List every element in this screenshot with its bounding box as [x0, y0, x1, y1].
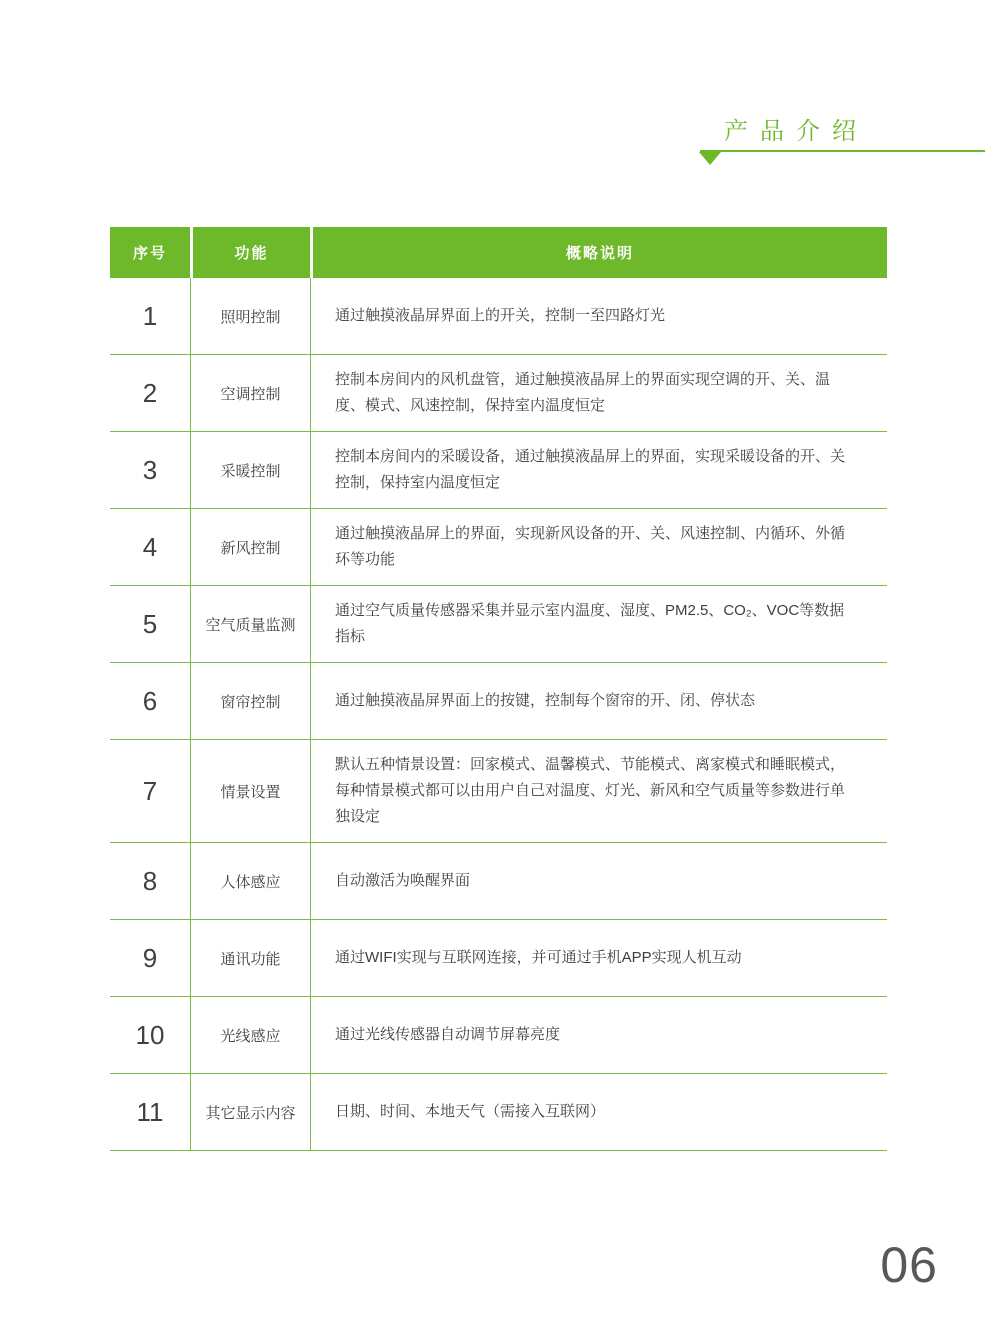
table-row	[110, 355, 887, 432]
row-number: 11	[136, 1096, 164, 1127]
table-row	[110, 920, 887, 997]
function-description: 通过触摸液晶屏界面上的按键，控制每个窗帘的开、闭、停状态	[310, 663, 887, 739]
function-name: 通讯功能	[190, 920, 310, 996]
page-title: 产品介绍	[724, 118, 868, 145]
table-row	[110, 1074, 887, 1151]
function-name: 情景设置	[190, 740, 310, 842]
row-number: 10	[135, 1019, 165, 1050]
function-description: 通过触摸液晶屏上的界面，实现新风设备的开、关、风速控制、内循环、外循环等功能	[310, 509, 887, 585]
function-description: 通过触摸液晶屏界面上的开关，控制一至四路灯光	[310, 278, 887, 354]
table-row	[110, 586, 887, 663]
col-header-no: 序号	[132, 245, 167, 262]
row-number: 8	[142, 865, 158, 896]
function-description: 日期、时间、本地天气（需接入互联网）	[310, 1074, 887, 1150]
function-description: 控制本房间内的采暖设备，通过触摸液晶屏上的界面，实现采暖设备的开、关控制，保持室内温度恒定	[310, 432, 887, 508]
table-row	[110, 509, 887, 586]
function-description: 自动激活为唤醒界面	[310, 843, 887, 919]
col-header-function: 功能	[190, 227, 310, 278]
table-row	[110, 843, 887, 920]
function-description: 控制本房间内的风机盘管，通过触摸液晶屏上的界面实现空调的开、关、温度、模式、风速控制，保持室内温度恒定	[310, 355, 887, 431]
row-number: 1	[142, 300, 158, 331]
function-name: 光线感应	[190, 997, 310, 1073]
function-description: 通过光线传感器自动调节屏幕亮度	[310, 997, 887, 1073]
function-name: 其它显示内容	[190, 1074, 310, 1150]
function-description: 通过WIFI实现与互联网连接，并可通过手机APP实现人机互动	[310, 920, 887, 996]
col-header-description: 概略说明	[310, 227, 887, 278]
function-name: 空调控制	[190, 355, 310, 431]
row-number: 4	[142, 531, 158, 562]
function-description: 通过空气质量传感器采集并显示室内温度、湿度、PM2.5、CO₂、VOC等数据指标	[310, 586, 887, 662]
function-description: 默认五种情景设置：回家模式、温馨模式、节能模式、离家模式和睡眠模式，每种情景模式都可以由用户自己对温度、灯光、新风和空气质量等参数进行单独设定	[310, 740, 887, 842]
triangle-down-icon	[699, 152, 721, 165]
function-name: 新风控制	[190, 509, 310, 585]
row-number: 2	[142, 377, 158, 408]
function-name: 采暖控制	[190, 432, 310, 508]
features-table	[110, 227, 887, 1151]
table-row	[110, 740, 887, 843]
row-number: 6	[142, 685, 158, 716]
row-number: 3	[142, 454, 158, 485]
table-row	[110, 278, 887, 355]
page-number: 06	[880, 1237, 938, 1293]
function-name: 空气质量监测	[190, 586, 310, 662]
table-row	[110, 997, 887, 1074]
function-name: 照明控制	[190, 278, 310, 354]
table-header-row	[110, 227, 887, 278]
function-name: 人体感应	[190, 843, 310, 919]
row-number: 9	[142, 942, 158, 973]
table-row	[110, 663, 887, 740]
row-number: 7	[142, 775, 158, 806]
function-name: 窗帘控制	[190, 663, 310, 739]
row-number: 5	[142, 608, 158, 639]
table-row	[110, 432, 887, 509]
table-body	[110, 278, 887, 1151]
header-rule	[700, 150, 985, 152]
